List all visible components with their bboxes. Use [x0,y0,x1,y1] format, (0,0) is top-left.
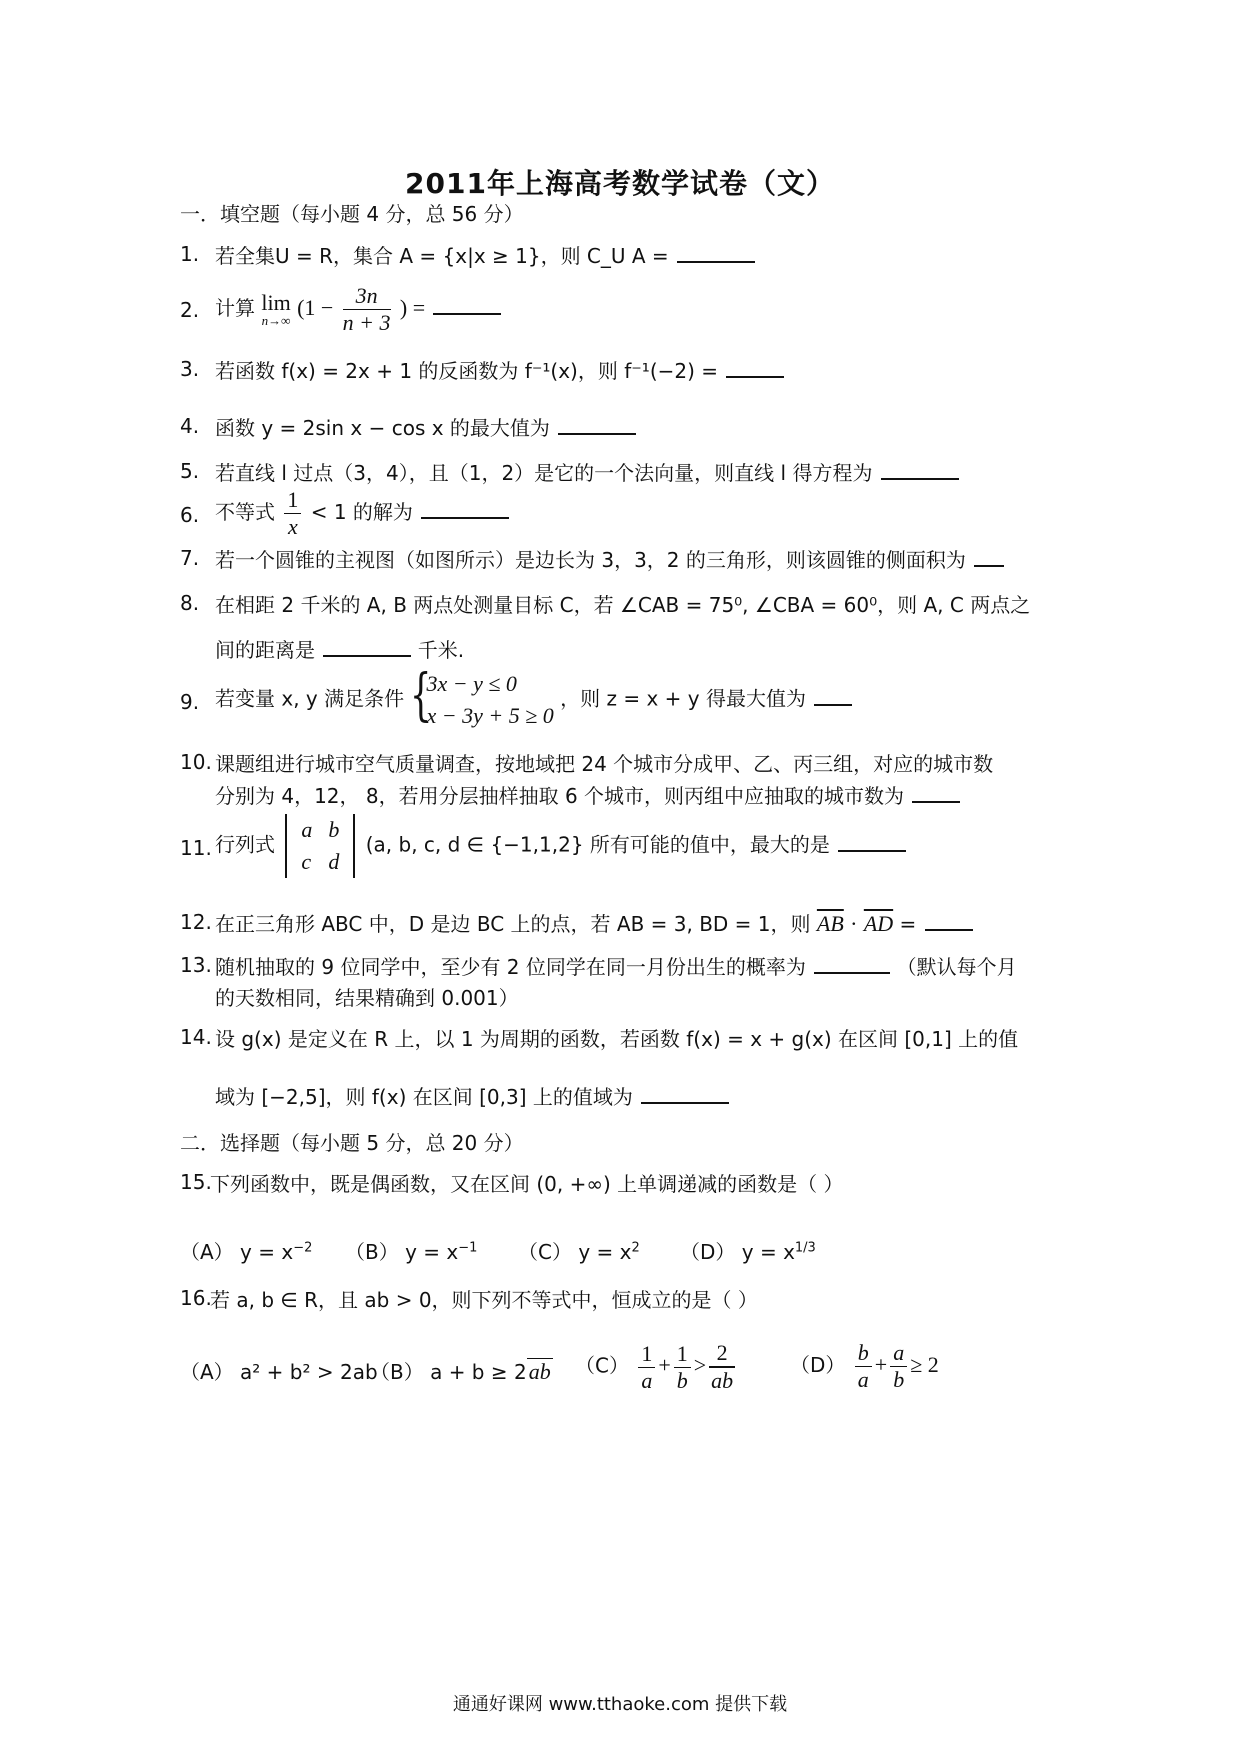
q10-text: 课题组进行城市空气质量调查，按地域把 24 个城市分成甲、乙、丙三组，对应的城市数 [215,752,994,776]
q5-answer-blank[interactable] [881,460,959,480]
q4-text [215,412,636,441]
q16-c-frac3 [709,1340,735,1394]
q11-determinant [285,814,355,878]
q13-answer-blank[interactable] [814,954,890,974]
q2-limit [261,289,291,328]
q5-statement: 若直线 l 过点（3，4），且（1，2）是它的一个法向量，则直线 l 得方程为 [215,461,873,485]
q15-option-d-exp: 1/3 [794,1240,816,1256]
q6-tail: < 1 的解为 [310,500,413,524]
q15-option-a[interactable] [180,1236,312,1265]
q6-text [215,487,509,540]
q11-number: 11. [180,836,212,860]
q3-statement: 若函数 f(x) = 2x + 1 的反函数为 f⁻¹(x)，则 f⁻¹(−2) = [215,359,719,383]
q16-option-a-label: （A） a² + b² > 2ab [180,1360,378,1384]
q16-c-frac1-top: 1 [638,1341,655,1368]
q6-frac-bottom: x [287,514,298,539]
q15-option-c[interactable] [518,1236,640,1265]
q3-answer-blank[interactable] [726,358,784,378]
q2-frac-bottom: n + 3 [342,310,391,335]
section-choice-heading: 二．选择题（每小题 5 分，总 20 分） [180,1131,524,1155]
q16-c-frac2 [674,1341,691,1394]
brace-icon: { [410,663,432,728]
q2-post: ) = [399,295,426,320]
q13-text-line2: 的天数相同，结果精确到 0.001） [215,986,519,1010]
q10-answer-blank[interactable] [912,783,960,803]
q16-c-frac3-top: 2 [709,1340,735,1367]
q12-number: 12. [180,910,212,934]
q15-option-a-label: （A） y = x [180,1240,294,1264]
q15-option-b-label: （B） y = x [345,1240,459,1264]
q13-note: （默认每个月 [896,955,1017,979]
q2-label: 计算 [215,296,255,320]
q15-option-b-exp: −1 [458,1240,478,1256]
q9-answer-blank[interactable] [814,686,852,706]
q1-statement: 若全集U = R，集合 A = {x|x ≥ 1}，则 C_U A = [215,244,669,268]
q13-number: 13. [180,953,212,977]
q13-statement: 随机抽取的 9 位同学中，至少有 2 位同学在同一月份出生的概率为 [215,955,806,979]
q2-pre: (1 − [297,295,334,320]
q7-number: 7. [180,546,200,570]
q9-text [215,663,852,732]
q4-number: 4. [180,414,200,438]
q6-frac-top: 1 [284,487,301,514]
q11-answer-blank[interactable] [838,832,906,852]
q16-d-frac2-bottom: b [893,1367,905,1392]
q16-option-d-label: （D） [790,1353,846,1377]
q16-option-a[interactable] [180,1356,378,1385]
q16-text: 若 a, b ∈ R，且 ab > 0，则下列不等式中，恒成立的是（ ） [210,1288,758,1312]
q16-d-frac1-bottom: a [857,1367,869,1392]
q16-c-frac2-bottom: b [676,1367,688,1393]
q8-answer-blank[interactable] [323,637,411,657]
q10-number: 10. [180,750,212,774]
q10-label2: 分别为 4，12， 8，若用分层抽样抽取 6 个城市，则丙组中应抽取的城市数为 [215,784,905,808]
q14-label2: 域为 [−2,5]，则 f(x) 在区间 [0,3] 上的值域为 [215,1085,633,1109]
q9-label: 若变量 x, y 满足条件 [215,686,405,711]
q9-system [410,663,554,732]
q16-option-d[interactable]: （D） $\frac{b}{a}$ + $\frac{a}{b}$ ≥ 2 [790,1340,939,1392]
q2-frac-top: 3n [343,283,391,310]
q6-number: 6. [180,503,200,527]
q15-option-b[interactable] [345,1236,477,1265]
q15-option-d[interactable] [680,1236,816,1265]
q15-number: 15. [180,1170,212,1194]
q5-number: 5. [180,459,200,483]
q15-text: 下列函数中，既是偶函数，又在区间 (0, +∞) 上单调递减的函数是（ ） [210,1172,844,1196]
q8-label2: 间的距离是 [215,638,315,662]
q16-c-frac1-bottom: a [641,1367,653,1393]
q9-number: 9. [180,690,200,714]
q9-tail: ，则 z = x + y 得最大值为 [560,686,806,711]
q12-dot: · [850,911,858,936]
q4-statement: 函数 y = 2sin x − cos x 的最大值为 [215,416,550,440]
q1-answer-blank[interactable] [677,243,755,263]
q16-c-frac2-top: 1 [674,1341,691,1368]
q14-text: 设 g(x) 是定义在 R 上，以 1 为周期的函数，若函数 f(x) = x + g(x) 在区间 [0,1] 上的值 [215,1027,1019,1051]
q16-c-frac1 [638,1341,655,1394]
q16-number: 16. [180,1286,212,1310]
q15-option-d-label: （D） y = x [680,1240,795,1264]
q7-text [215,544,1004,573]
q16-d-tail: ≥ 2 [910,1352,939,1377]
page-title: 2011年上海高考数学试卷（文） [405,167,835,200]
q14-number: 14. [180,1025,212,1049]
q2-number: 2. [180,298,200,322]
q8-number: 8. [180,591,200,615]
q12-answer-blank[interactable] [925,911,973,931]
q12-text [215,908,973,937]
q8-text: 在相距 2 千米的 A, B 两点处测量目标 C，若 ∠CAB = 75⁰, ∠CBA = 60⁰，则 A, C 两点之 [215,593,1031,617]
q16-d-frac2-top: a [890,1340,907,1367]
det-d: d [328,849,340,874]
q8-unit: 千米. [417,638,465,662]
section-fill-in-heading: 一．填空题（每小题 4 分，总 56 分） [180,202,524,226]
q7-statement: 若一个圆锥的主视图（如图所示）是边长为 3，3，2 的三角形，则该圆锥的侧面积为 [215,548,966,572]
q15-option-c-label: （C） y = x [518,1240,632,1264]
q16-option-b-label: （B） a + b ≥ 2 [370,1360,527,1384]
q3-text [215,355,784,384]
q2-text [215,283,501,336]
q10-text-line2 [215,780,960,809]
q16-c-frac3-sqrt: ab [711,1368,734,1393]
q1-number: 1. [180,242,200,266]
q15-option-c-exp: 2 [631,1240,640,1256]
q12-vector-ad: $\overline{AD}$ [863,911,894,936]
q7-answer-blank[interactable] [974,547,1004,567]
q11-text [215,814,906,878]
q2-lim-sub: n→∞ [261,312,291,328]
q5-text [215,457,959,486]
q11-tail: (a, b, c, d ∈ {−1,1,2} 所有可能的值中，最大的是 [365,832,830,857]
q16-d-frac1-top: b [855,1340,872,1367]
footer-source: 通通好课网 www.tthaoke.com 提供下载 [452,1694,788,1715]
q6-fraction [284,487,301,540]
q16-d-frac1 [855,1340,872,1393]
q3-number: 3. [180,357,200,381]
q14-answer-blank[interactable] [641,1084,729,1104]
q4-answer-blank[interactable] [558,415,636,435]
q6-label: 不等式 [215,500,275,524]
q2-lim: lim [261,289,291,315]
det-a: a [301,817,313,842]
q13-text [215,951,1017,980]
q2-answer-blank[interactable] [433,295,501,315]
det-c: c [301,849,312,874]
q16-option-c[interactable]: （C） $\frac{1}{a}$ + $\frac{1}{b}$ > $\frac{2}{ab}$ [575,1340,734,1393]
q15-option-a-exp: −2 [293,1240,313,1256]
q8-text-line2 [215,634,464,663]
det-b: b [328,817,340,842]
q9-row2: x − 3y + 5 ≥ 0 [426,703,554,728]
q12-equals: = [899,912,917,936]
q12-statement: 在正三角形 ABC 中，D 是边 BC 上的点，若 AB = 3, BD = 1，则 [215,912,811,936]
q16-d-frac2 [890,1340,907,1393]
q12-vector-ab: $\overline{AB}$ [816,911,844,936]
q2-fraction [343,283,391,336]
q16-option-c-label: （C） [575,1353,629,1378]
q14-text-line2 [215,1081,729,1110]
q16-option-b[interactable] [370,1356,553,1385]
q1-text [215,240,755,269]
q16-option-b-sqrt: ab [528,1359,551,1384]
q9-row1: 3x − y ≤ 0 [426,671,517,696]
q6-answer-blank[interactable] [421,499,509,519]
q11-label: 行列式 [215,832,275,857]
